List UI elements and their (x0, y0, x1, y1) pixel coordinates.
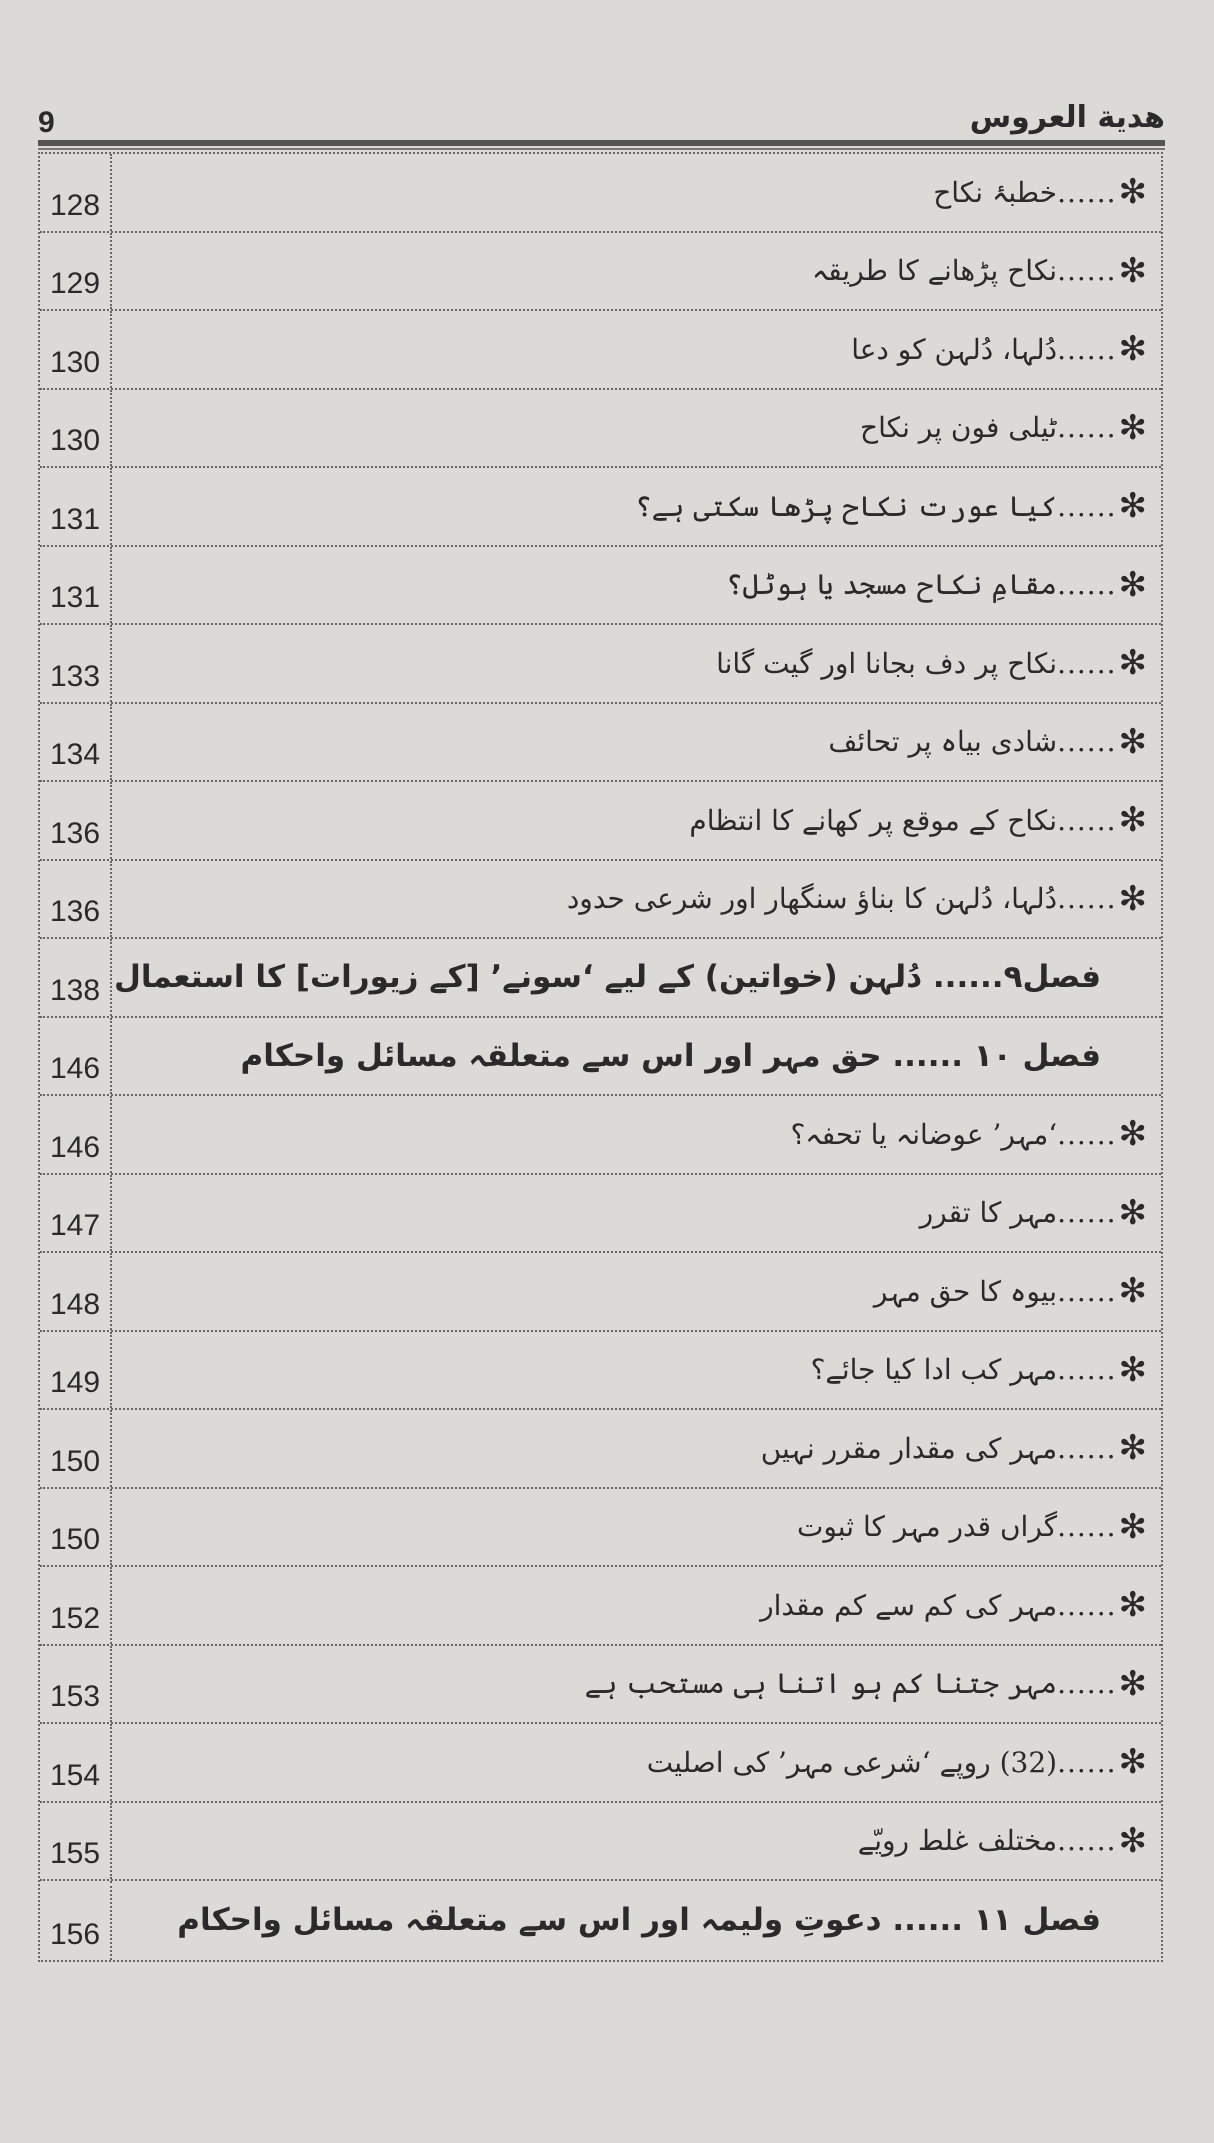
toc-page-number: 134 (40, 704, 112, 781)
asterisk-bullet-icon: ✻ (1118, 329, 1147, 370)
leader-dots: ...... (1057, 489, 1117, 523)
leader-dots: ...... (1057, 1588, 1117, 1622)
toc-title: مہر کی مقدار مقرر نہیں (760, 1431, 1058, 1465)
leader-dots: ...... (1057, 332, 1117, 366)
toc-title: ‘مہر’ عوضانہ یا تحفہ؟ (790, 1117, 1058, 1151)
asterisk-bullet-icon: ✻ (1118, 721, 1147, 762)
toc-title: مہر جتنا کم ہو اتنا ہی مستحب ہے (584, 1667, 1058, 1701)
toc-title: نکاح پڑھانے کا طریقہ (811, 254, 1058, 288)
toc-title-cell (112, 1881, 1161, 1960)
toc-title-cell (112, 1018, 1161, 1095)
asterisk-bullet-icon: ✻ (1118, 1428, 1147, 1469)
toc-title: دُلہا، دُلہن کو دعا (851, 332, 1058, 366)
toc-title-cell (112, 704, 1161, 781)
toc-chapter-row (40, 939, 1161, 1018)
toc-page-number: 133 (40, 625, 112, 702)
toc-row (40, 1332, 1161, 1411)
toc-title: مہر کب ادا کیا جائے؟ (810, 1353, 1058, 1387)
toc-title-cell (112, 1646, 1161, 1723)
toc-title: خطبۂ نکاح (933, 175, 1058, 209)
toc-page-number: 150 (40, 1410, 112, 1487)
toc-title-cell (112, 861, 1161, 938)
asterisk-bullet-icon: ✻ (1118, 486, 1147, 527)
asterisk-bullet-icon: ✻ (1118, 1349, 1147, 1390)
asterisk-bullet-icon: ✻ (1118, 564, 1147, 605)
toc-title-cell (112, 311, 1161, 388)
leader-dots: ...... (1057, 1431, 1117, 1465)
toc-page-number: 152 (40, 1567, 112, 1644)
toc-row (40, 547, 1161, 626)
toc-page-number: 136 (40, 782, 112, 859)
asterisk-bullet-icon: ✻ (1118, 1192, 1147, 1233)
table-of-contents (38, 152, 1163, 1962)
toc-title: بیوہ کا حق مہر (873, 1274, 1058, 1308)
toc-row (40, 1803, 1161, 1882)
toc-title: مہر کی کم سے کم مقدار (760, 1588, 1058, 1622)
leader-dots: ...... (1057, 1117, 1117, 1151)
asterisk-bullet-icon: ✻ (1118, 643, 1147, 684)
toc-title-cell (112, 1410, 1161, 1487)
toc-title: ٹیلی فون پر نکاح (860, 411, 1058, 445)
asterisk-bullet-icon: ✻ (1118, 407, 1147, 448)
toc-title-cell (112, 468, 1161, 545)
asterisk-bullet-icon: ✻ (1118, 172, 1147, 213)
toc-page-number: 146 (40, 1018, 112, 1095)
toc-chapter-row (40, 1881, 1161, 1960)
toc-row (40, 861, 1161, 940)
toc-title-cell (112, 1175, 1161, 1252)
toc-row (40, 782, 1161, 861)
toc-page-number: 156 (40, 1881, 112, 1960)
toc-title-cell (112, 1489, 1161, 1566)
toc-title-cell (112, 625, 1161, 702)
toc-page-number: 154 (40, 1724, 112, 1801)
leader-dots: ...... (1057, 646, 1117, 680)
toc-title-cell (112, 1803, 1161, 1880)
toc-title: مہر کا تقرر (919, 1196, 1058, 1230)
book-title: هدية العروس (969, 100, 1165, 135)
toc-page-number: 131 (40, 468, 112, 545)
toc-row (40, 468, 1161, 547)
asterisk-bullet-icon: ✻ (1118, 1663, 1147, 1704)
toc-page-number: 153 (40, 1646, 112, 1723)
toc-row (40, 1567, 1161, 1646)
toc-row (40, 390, 1161, 469)
toc-title-cell (112, 154, 1161, 231)
toc-row (40, 1646, 1161, 1725)
toc-page-number: 155 (40, 1803, 112, 1880)
toc-title-cell (112, 1567, 1161, 1644)
page-number: 9 (38, 106, 55, 139)
toc-page-number: 148 (40, 1253, 112, 1330)
header-rule-thin (38, 148, 1165, 150)
toc-title-cell (112, 1253, 1161, 1330)
toc-page-number: 128 (40, 154, 112, 231)
toc-title-cell (112, 1724, 1161, 1801)
toc-title: مختلف غلط رویّے (857, 1824, 1058, 1858)
toc-row (40, 1489, 1161, 1568)
leader-dots: ...... (1057, 254, 1117, 288)
asterisk-bullet-icon: ✻ (1118, 800, 1147, 841)
leader-dots: ...... (1057, 568, 1117, 602)
toc-title: نکاح پر دف بجانا اور گیت گانا (716, 646, 1058, 680)
asterisk-bullet-icon: ✻ (1118, 878, 1147, 919)
toc-page-number: 136 (40, 861, 112, 938)
asterisk-bullet-icon: ✻ (1118, 1585, 1147, 1626)
toc-title: مقامِ نکاح مسجد یا ہوٹل؟ (726, 568, 1058, 602)
toc-page-number: 146 (40, 1096, 112, 1173)
toc-title: گراں قدر مہر کا ثبوت (796, 1510, 1058, 1544)
toc-title-cell (112, 233, 1161, 310)
leader-dots: ...... (1057, 1745, 1117, 1779)
asterisk-bullet-icon: ✻ (1118, 1506, 1147, 1547)
toc-row (40, 154, 1161, 233)
toc-page-number: 149 (40, 1332, 112, 1409)
toc-page-number: 131 (40, 547, 112, 624)
toc-title-cell (112, 939, 1161, 1016)
header-rule (38, 140, 1165, 146)
leader-dots: ...... (1057, 1824, 1117, 1858)
toc-row (40, 704, 1161, 783)
toc-title: کیا عورت نکاح پڑھا سکتی ہے؟ (635, 489, 1058, 523)
toc-page-number: 138 (40, 939, 112, 1016)
leader-dots: ...... (1057, 1510, 1117, 1544)
toc-title: دُلہا، دُلہن کا بناؤ سنگھار اور شرعی حدود (566, 882, 1058, 916)
toc-row (40, 233, 1161, 312)
toc-row (40, 1410, 1161, 1489)
asterisk-bullet-icon: ✻ (1118, 1742, 1147, 1783)
toc-title: فصل۹...... دُلہن (خواتین) کے لیے ‘سونے’ [کے زیورات] کا استعمال (113, 959, 1101, 996)
toc-row (40, 1175, 1161, 1254)
toc-title-cell (112, 1332, 1161, 1409)
toc-row (40, 311, 1161, 390)
toc-page-number: 150 (40, 1489, 112, 1566)
toc-row (40, 625, 1161, 704)
leader-dots: ...... (1057, 175, 1117, 209)
toc-title: فصل ۱۱ ...... دعوتِ ولیمہ اور اس سے متعلقہ مسائل واحکام (177, 1902, 1101, 1939)
page-header (38, 100, 1165, 140)
toc-title: فصل ۱۰ ...... حق مہر اور اس سے متعلقہ مسائل واحکام (240, 1037, 1101, 1074)
toc-row (40, 1096, 1161, 1175)
leader-dots: ...... (1057, 803, 1117, 837)
toc-row (40, 1253, 1161, 1332)
asterisk-bullet-icon: ✻ (1118, 250, 1147, 291)
leader-dots: ...... (1057, 725, 1117, 759)
asterisk-bullet-icon: ✻ (1118, 1820, 1147, 1861)
toc-title-cell (112, 547, 1161, 624)
toc-title-cell (112, 782, 1161, 859)
toc-title-cell (112, 390, 1161, 467)
toc-title: شادی بیاہ پر تحائف (828, 725, 1058, 759)
leader-dots: ...... (1057, 1667, 1117, 1701)
leader-dots: ...... (1057, 882, 1117, 916)
toc-title-cell (112, 1096, 1161, 1173)
leader-dots: ...... (1057, 1196, 1117, 1230)
toc-title: (32) روپے ‘شرعی مہر’ کی اصلیت (646, 1745, 1058, 1779)
leader-dots: ...... (1057, 411, 1117, 445)
asterisk-bullet-icon: ✻ (1118, 1271, 1147, 1312)
toc-page-number: 130 (40, 390, 112, 467)
leader-dots: ...... (1057, 1353, 1117, 1387)
asterisk-bullet-icon: ✻ (1118, 1114, 1147, 1155)
toc-row (40, 1724, 1161, 1803)
toc-chapter-row (40, 1018, 1161, 1097)
toc-title: نکاح کے موقع پر کھانے کا انتظام (689, 803, 1058, 837)
leader-dots: ...... (1057, 1274, 1117, 1308)
toc-page-number: 129 (40, 233, 112, 310)
toc-page-number: 130 (40, 311, 112, 388)
toc-page-number: 147 (40, 1175, 112, 1252)
